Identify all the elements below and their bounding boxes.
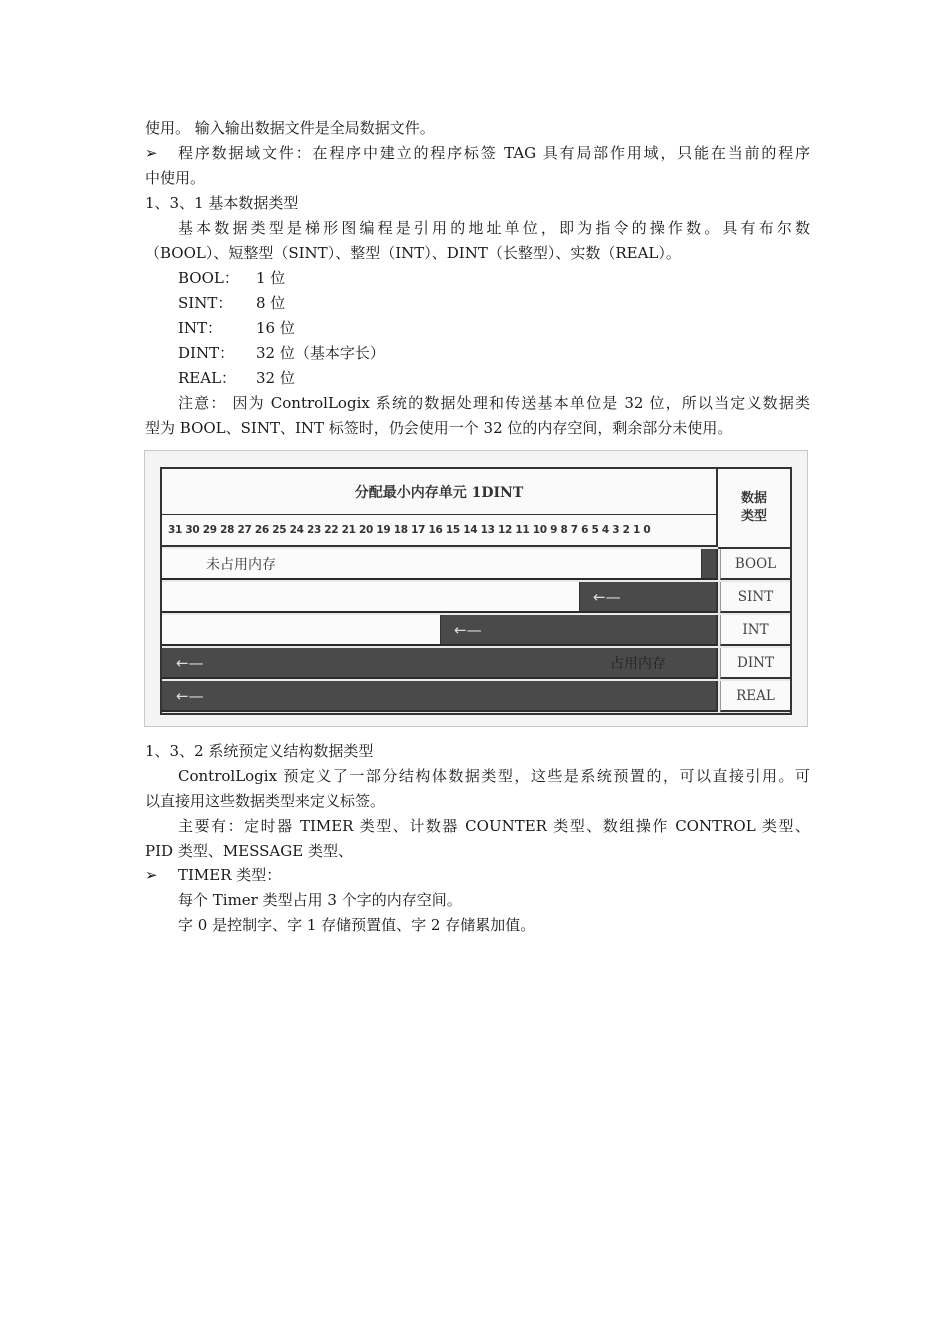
paragraph-line: （BOOL）、短整型（SINT）、整型（INT）、DINT（长整型）、实数（REAL）。: [145, 244, 681, 262]
type-bits: 32 位（基本字长）: [256, 344, 385, 362]
memory-row-int: [162, 615, 718, 646]
left-arrow-icon: ←—: [454, 621, 482, 639]
type-size-row: [178, 318, 810, 338]
paragraph-line: 字 0 是控制字、字 1 存储预置值、字 2 存储累加值。: [178, 916, 536, 934]
paragraph-line: 以直接用这些数据类型来定义标签。: [145, 792, 386, 810]
type-name: INT：: [178, 319, 223, 337]
paragraph-line: ControlLogix 预定义了一部分结构体数据类型，这些是系统预置的，可以直接引用。可: [178, 767, 810, 785]
paragraph-line: 主要有：定时器 TIMER 类型、计数器 COUNTER 类型、数组操作 CONTROL 类型、: [178, 817, 810, 835]
type-size-row: [178, 293, 810, 313]
type-bits: 1 位: [256, 269, 286, 287]
bit-numbers: 31 30 29 28 27 26 25 24 23 22 21 20 19 18 17 16 15 14 13 12 11 10 9 8 7 6 5 4 3 2 1 0: [162, 515, 718, 547]
memory-row-bool: [162, 549, 718, 580]
unused-memory-label: 未占用内存: [206, 557, 276, 573]
paragraph-line: 基本数据类型是梯形图编程是引用的地址单位，即为指令的操作数。具有布尔数: [178, 219, 810, 237]
left-arrow-icon: ←—: [176, 687, 204, 705]
memory-row-real: [162, 681, 718, 712]
memory-row-sint: [162, 582, 718, 613]
bullet-arrow-icon: ➢: [145, 144, 158, 162]
type-label-sint: SINT: [720, 582, 790, 613]
type-label-real: REAL: [720, 681, 790, 712]
bullet-text: TIMER 类型：: [178, 866, 282, 884]
diagram-title: 分配最小内存单元 1DINT: [162, 469, 718, 515]
bullet-continuation: 中使用。: [145, 169, 206, 187]
note-line: 型为 BOOL、SINT、INT 标签时，仍会使用一个 32 位的内存空间，剩余部分未使用。: [145, 419, 733, 437]
bullet-text: 程序数据域文件：在程序中建立的程序标签 TAG 具有局部作用域，只能在当前的程序: [178, 144, 810, 162]
text-line: 使用。 输入输出数据文件是全局数据文件。: [145, 119, 435, 137]
section-heading-structures: 1、3、2 系统预定义结构数据类型: [145, 742, 374, 760]
type-column-header-text: 数据类型: [740, 491, 767, 524]
type-name: BOOL：: [178, 269, 239, 287]
memory-allocation-diagram: [160, 467, 792, 715]
memory-row-dint: [162, 648, 718, 679]
type-name: DINT：: [178, 344, 235, 362]
type-bits: 32 位: [256, 369, 295, 387]
paragraph-line: PID 类型、MESSAGE 类型、: [145, 842, 353, 860]
type-size-row: [178, 268, 810, 288]
type-bits: 8 位: [256, 294, 286, 312]
type-size-row: [178, 368, 810, 388]
type-label-bool: BOOL: [720, 549, 790, 580]
bullet-arrow-icon: ➢: [145, 866, 158, 884]
type-size-row: [178, 343, 810, 363]
left-arrow-icon: ←—: [176, 654, 204, 672]
note-line: 注意： 因为 ControlLogix 系统的数据处理和传送基本单位是 32 位，所以当定义数据类: [178, 394, 810, 412]
unused-memory-segment: [162, 615, 441, 644]
type-column-header: [718, 469, 790, 549]
type-bits: 16 位: [256, 319, 295, 337]
section-heading-basic-types: 1、3、1 基本数据类型: [145, 194, 299, 212]
type-name: REAL：: [178, 369, 237, 387]
unused-memory-segment: [162, 582, 580, 611]
left-arrow-icon: ←—: [593, 588, 621, 606]
type-name: SINT：: [178, 294, 233, 312]
paragraph-line: 每个 Timer 类型占用 3 个字的内存空间。: [178, 891, 462, 909]
used-memory-label: 占用内存: [610, 656, 666, 672]
type-label-int: INT: [720, 615, 790, 646]
type-label-dint: DINT: [720, 648, 790, 679]
